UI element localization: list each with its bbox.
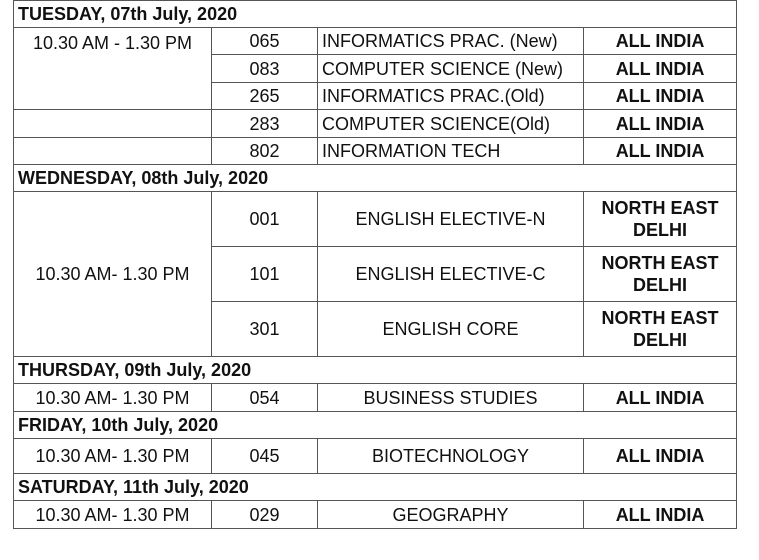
table-row [14,439,737,474]
subject-code: 301 [212,302,318,357]
subject-name: INFORMATICS PRAC. (New) [318,28,584,55]
exam-region: ALL INDIA [584,138,737,165]
subject-name: ENGLISH CORE [318,302,584,357]
exam-region: ALL INDIA [584,28,737,55]
exam-schedule-table [13,0,737,529]
subject-name: BIOTECHNOLOGY [318,439,584,474]
subject-name: INFORMATION TECH [318,138,584,165]
subject-code: 029 [212,501,318,529]
exam-region: ALL INDIA [584,439,737,474]
region-line: NORTH EAST [601,253,719,273]
exam-time: 10.30 AM- 1.30 PM [14,192,212,357]
table-row [14,110,737,138]
table-row [14,501,737,529]
region-line: NORTH EAST [601,308,719,328]
day-header-row [14,357,737,384]
day-heading: WEDNESDAY, 08th July, 2020 [14,165,737,192]
empty-time-cell [14,138,212,165]
subject-code: 802 [212,138,318,165]
table-row [14,192,737,247]
exam-time: 10.30 AM- 1.30 PM [14,439,212,474]
exam-region: ALL INDIA [584,55,737,83]
exam-time: 10.30 AM - 1.30 PM [14,28,212,110]
empty-time-cell [14,110,212,138]
subject-code: 101 [212,247,318,302]
day-heading: SATURDAY, 11th July, 2020 [14,474,737,501]
subject-code: 283 [212,110,318,138]
subject-name: GEOGRAPHY [318,501,584,529]
day-heading: FRIDAY, 10th July, 2020 [14,412,737,439]
exam-time: 10.30 AM- 1.30 PM [14,384,212,412]
table-row [14,28,737,55]
subject-code: 065 [212,28,318,55]
day-heading: THURSDAY, 09th July, 2020 [14,357,737,384]
day-header-row [14,412,737,439]
exam-region [584,247,737,302]
exam-time: 10.30 AM- 1.30 PM [14,501,212,529]
exam-region: ALL INDIA [584,110,737,138]
day-header-row [14,1,737,28]
table-row [14,384,737,412]
region-line: NORTH EAST [601,198,719,218]
day-heading: TUESDAY, 07th July, 2020 [14,1,737,28]
exam-region [584,192,737,247]
subject-name: BUSINESS STUDIES [318,384,584,412]
subject-name: COMPUTER SCIENCE (New) [318,55,584,83]
subject-code: 001 [212,192,318,247]
subject-code: 054 [212,384,318,412]
subject-code: 083 [212,55,318,83]
region-line: DELHI [633,275,688,295]
subject-code: 265 [212,83,318,110]
exam-region: ALL INDIA [584,83,737,110]
region-line: DELHI [633,330,688,350]
subject-name: COMPUTER SCIENCE(Old) [318,110,584,138]
exam-region: ALL INDIA [584,501,737,529]
subject-name: INFORMATICS PRAC.(Old) [318,83,584,110]
exam-region [584,302,737,357]
table-row [14,138,737,165]
exam-region: ALL INDIA [584,384,737,412]
subject-code: 045 [212,439,318,474]
subject-name: ENGLISH ELECTIVE-C [318,247,584,302]
day-header-row [14,165,737,192]
region-line: DELHI [633,220,688,240]
subject-name: ENGLISH ELECTIVE-N [318,192,584,247]
day-header-row [14,474,737,501]
